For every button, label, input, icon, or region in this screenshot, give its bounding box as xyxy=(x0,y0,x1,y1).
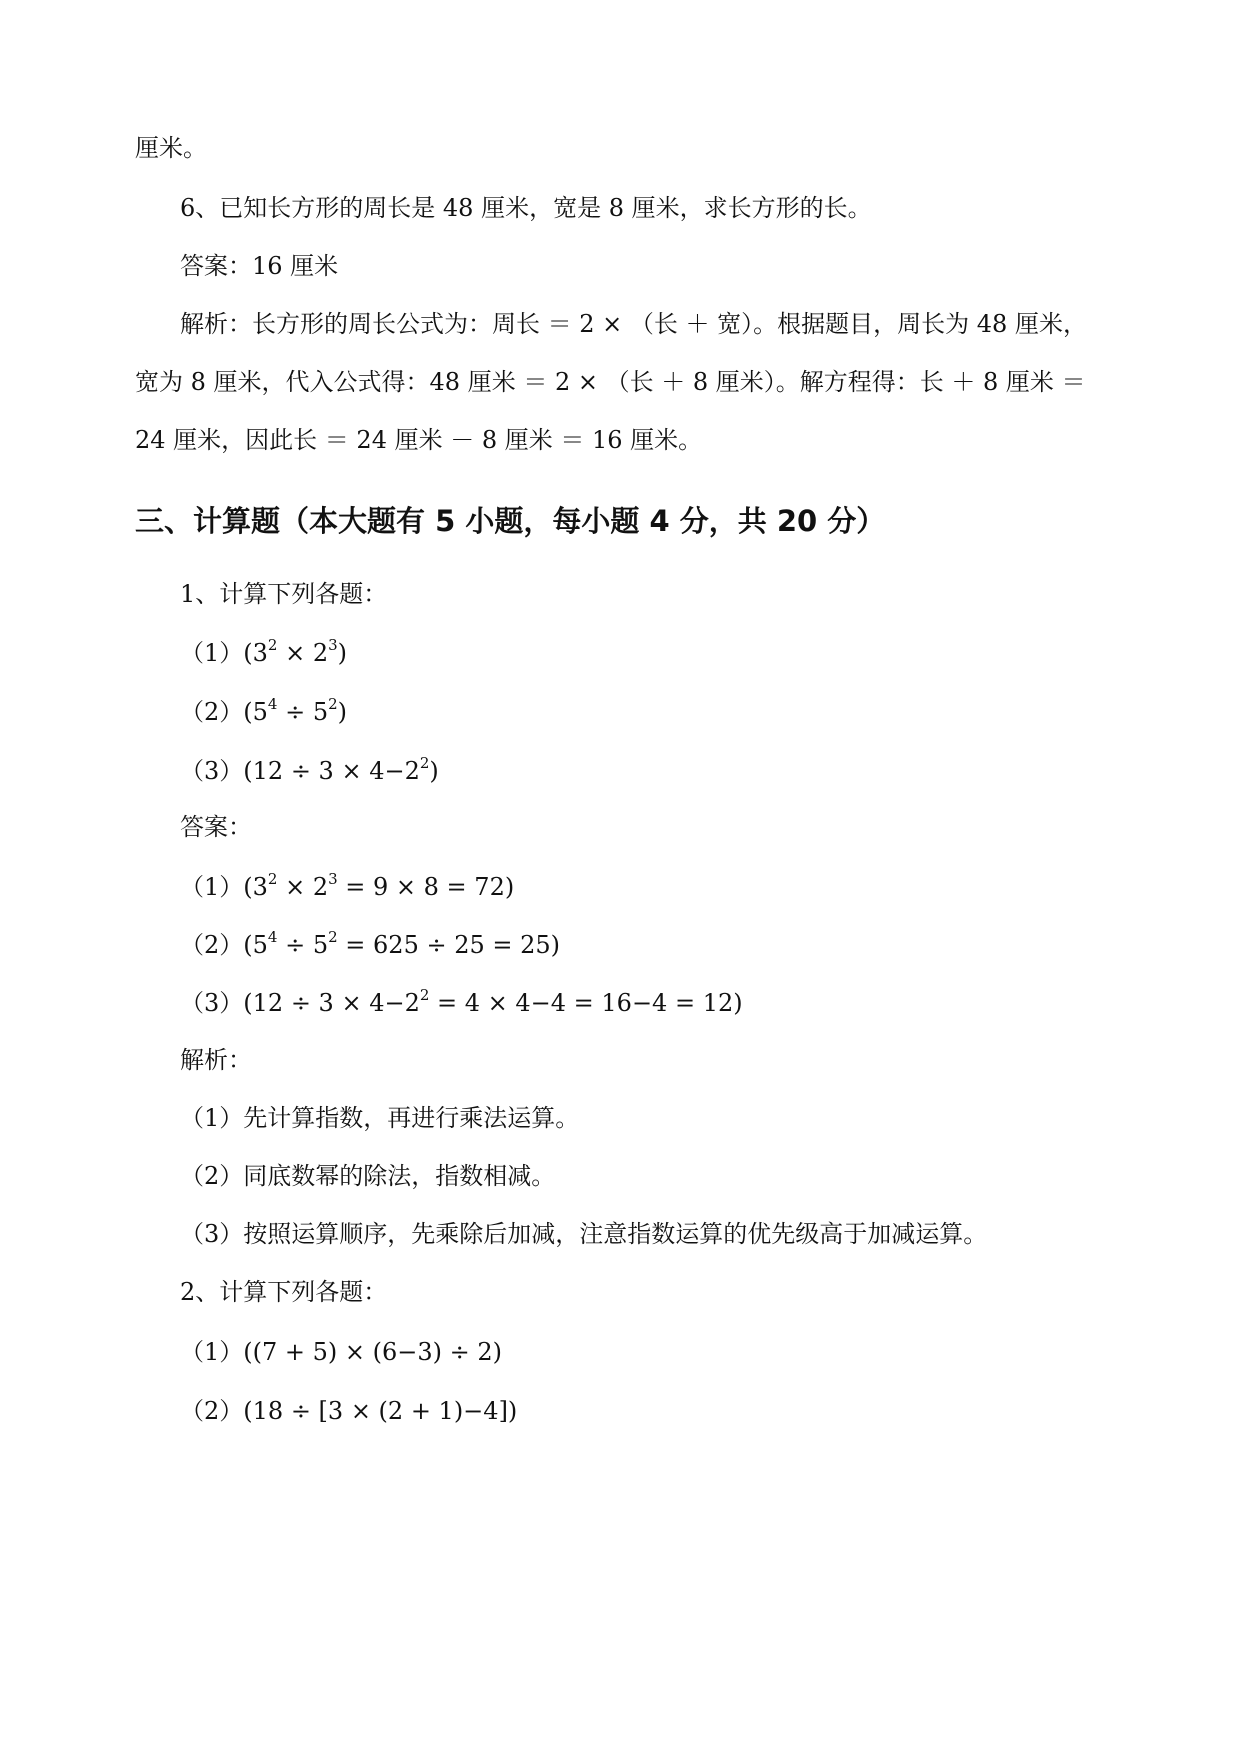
q1-analysis-3: （3）按照运算顺序，先乘除后加减，注意指数运算的优先级高于加减运算。 xyxy=(180,1220,988,1248)
q2-item-1: （1）((7 + 5) × (6−3) ÷ 2) xyxy=(180,1338,503,1366)
q2-prompt: 2、计算下列各题： xyxy=(180,1278,388,1306)
question-6-answer: 答案：16 厘米 xyxy=(180,252,339,280)
q1-analysis-1: （1）先计算指数，再进行乘法运算。 xyxy=(180,1104,580,1132)
q1-answer-2: $(2)(5^4 \div 5^2 = 625 \div 25 = 25)$ xyxy=(180,928,561,959)
question-6-analysis-line-1: 解析：长方形的周长公式为：周长 ＝ 2 × （长 ＋ 宽）。根据题目，周长为 48 厘米， xyxy=(180,310,1087,338)
q1-item-1: $(1)(3^2 \times 2^3)$ xyxy=(180,636,348,667)
q1-prompt: 1、计算下列各题： xyxy=(180,580,388,608)
q1-item-2: $(2)(5^4 \div 5^2)$ xyxy=(180,695,348,726)
q1-analysis-label: 解析： xyxy=(180,1046,252,1074)
q1-analysis-2: （2）同底数幂的除法，指数相减。 xyxy=(180,1162,556,1190)
q1-answer-3: $(3)(12 \div 3 \times 4-2^2 = 4 \times 4-4 = 16-4 = 12)$ xyxy=(180,986,743,1017)
continued-text: 厘米。 xyxy=(135,134,207,162)
q1-item-3: $(3)(12 \div 3 \times 4-2^2)$ xyxy=(180,754,439,785)
question-6-analysis-line-2: 宽为 8 厘米，代入公式得：48 厘米 ＝ 2 × （长 ＋ 8 厘米）。解方程得：长 ＋ 8 厘米 ＝ xyxy=(135,368,1086,396)
q1-answer-1: $(1)(3^2 \times 2^3 = 9 \times 8 = 72)$ xyxy=(180,870,515,901)
question-6-analysis-line-3: 24 厘米，因此长 ＝ 24 厘米 － 8 厘米 ＝ 16 厘米。 xyxy=(135,426,703,454)
question-6: 6、已知长方形的周长是 48 厘米，宽是 8 厘米，求长方形的长。 xyxy=(180,194,872,222)
section-3-heading: 三、计算题（本大题有 5 小题，每小题 4 分，共 20 分） xyxy=(135,504,886,538)
q2-item-2: （2）(18 ÷ [3 × (2 + 1)−4]) xyxy=(180,1397,518,1425)
q1-answer-label: 答案： xyxy=(180,813,252,841)
